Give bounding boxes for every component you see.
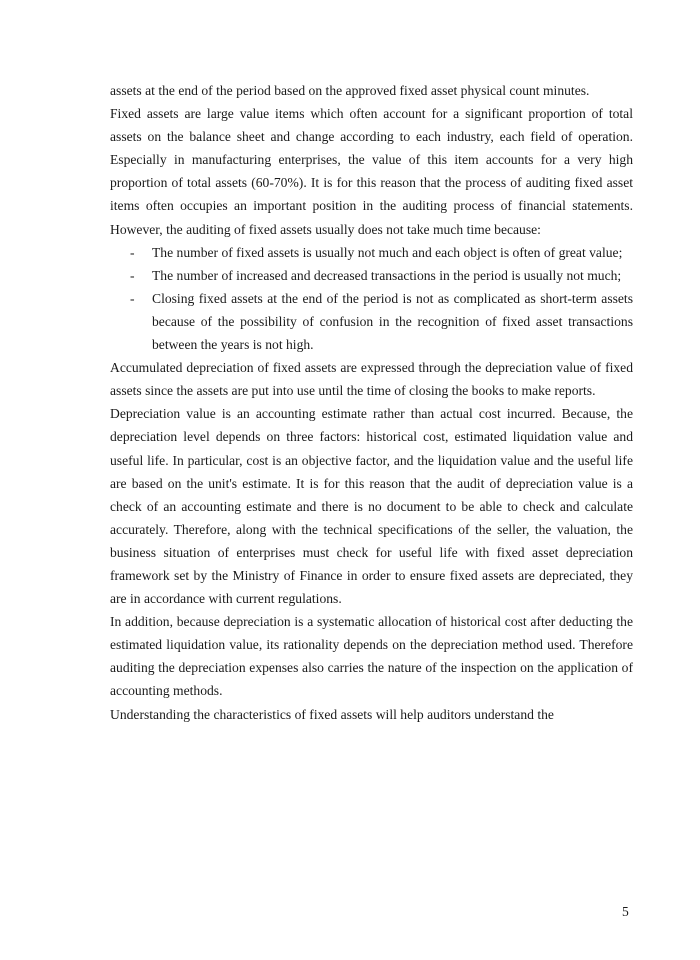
paragraph-depreciation-allocation: In addition, because depreciation is a systematic allocation of historical cost after deducting the estimated liquidation value, its rationality depends on the depreciation method used. Therefore auditing the depreciation expenses also carries the nature of the inspection on the application of accounting methods. bbox=[110, 614, 633, 699]
list-item-text: The number of fixed assets is usually not much and each object is often of great value; bbox=[152, 244, 623, 260]
document-body bbox=[110, 79, 633, 726]
list-item bbox=[110, 264, 633, 287]
paragraph-continuation: assets at the end of the period based on the approved fixed asset physical count minutes. bbox=[110, 83, 590, 98]
list-item bbox=[110, 241, 633, 264]
list-item-text: The number of increased and decreased transactions in the period is usually not much; bbox=[152, 267, 622, 283]
list-item bbox=[110, 287, 633, 356]
paragraph-understanding: Understanding the characteristics of fixed assets will help auditors understand the bbox=[110, 706, 554, 722]
paragraph-fixed-assets-overview: Fixed assets are large value items which often account for a significant proportion of total assets on the balance sheet and change according to each industry, each field of operation. Especially in manufacturing enterprises, the value of this item accounts for a very high proportion of total assets (60-70%). It is for this reason that the process of auditing fixed asset items often occupies an important position in the auditing process of financial statements. However, the auditing of fixed assets usually does not take much time because: bbox=[110, 106, 633, 237]
bullet-marker: - bbox=[130, 244, 135, 260]
bullet-list bbox=[110, 241, 633, 356]
page-number: 5 bbox=[622, 904, 629, 919]
bullet-marker: - bbox=[130, 267, 135, 283]
paragraph-depreciation-value: Depreciation value is an accounting estimate rather than actual cost incurred. Because, the depreciation level depends on three factors: historical cost, estimated liquidation value and useful life. In particular, cost is an objective factor, and the liquidation value and the useful life are based on the unit's estimate. It is for this reason that the audit of depreciation value is a check of an accounting estimate and there is no document to be able to check and calculate accurately. Therefore, along with the technical specifications of the seller, the valuation, the business situation of enterprises must check for useful life with fixed asset depreciation framework set by the Ministry of Finance in order to ensure fixed assets are depreciated, they are in accordance with current regulations. bbox=[110, 406, 633, 607]
list-item-text: Closing fixed assets at the end of the period is not as complicated as short-term assets because of the possibility of confusion in the recognition of fixed asset transactions between the years is not high. bbox=[152, 290, 633, 353]
bullet-marker: - bbox=[130, 290, 135, 306]
paragraph-accumulated-depreciation: Accumulated depreciation of fixed assets are expressed through the depreciation value of fixed assets since the assets are put into use until the time of closing the books to make reports. bbox=[110, 360, 633, 399]
